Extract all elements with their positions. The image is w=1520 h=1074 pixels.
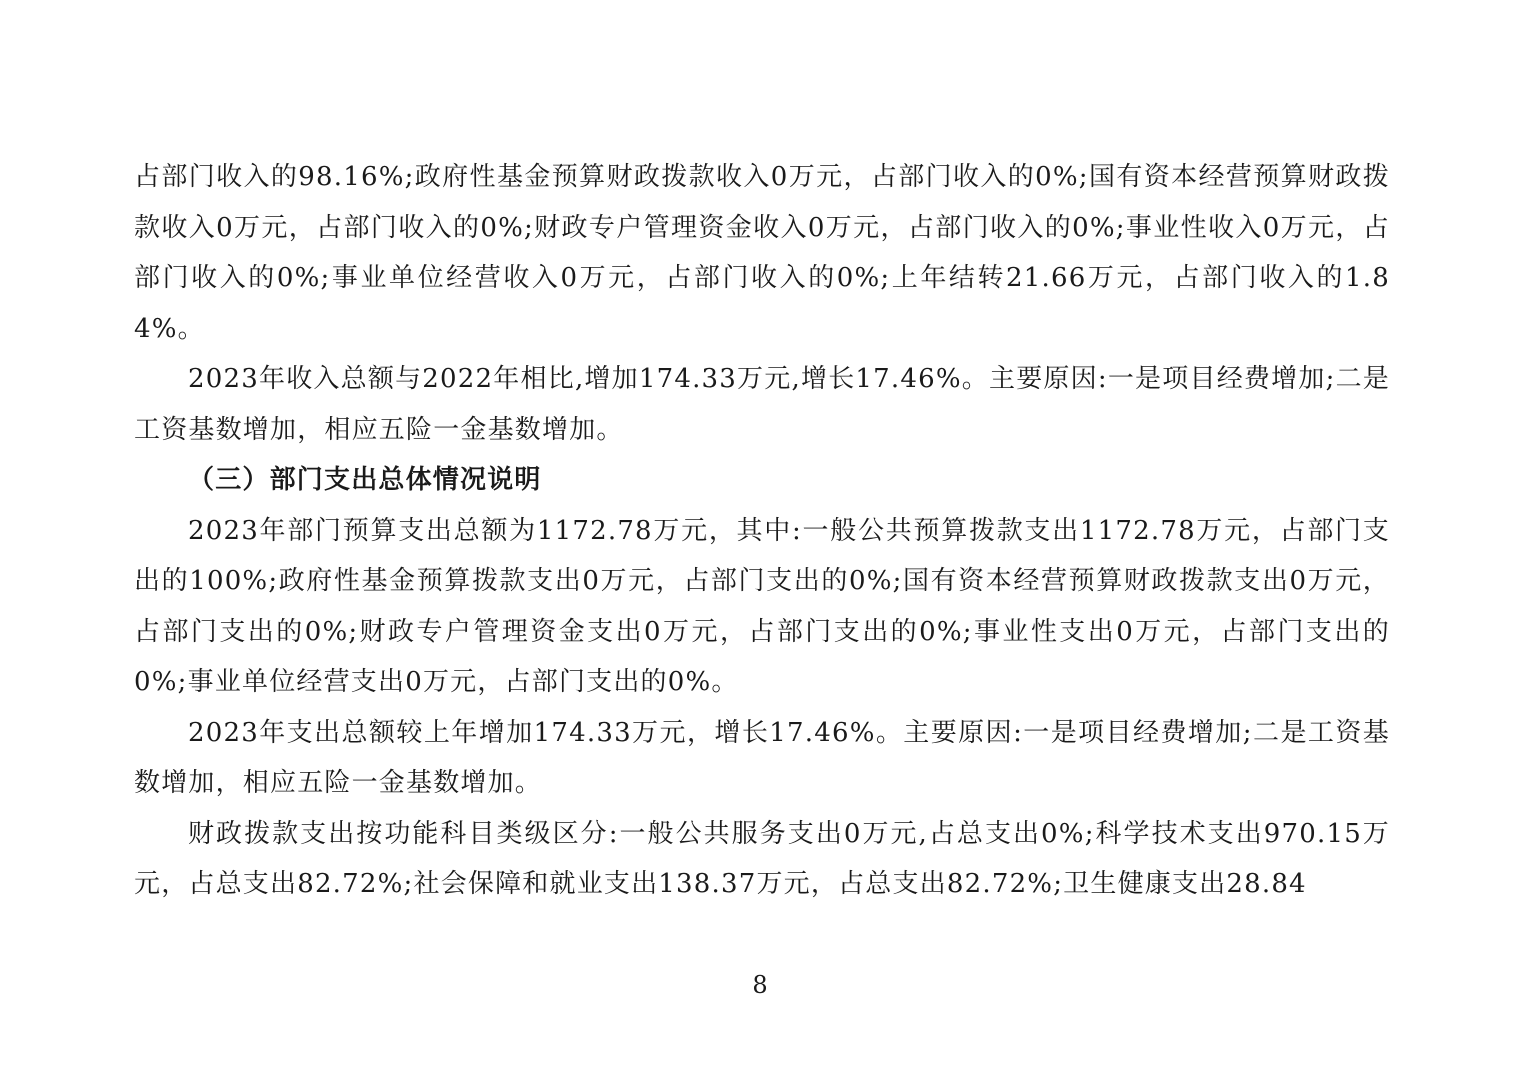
paragraph-expenditure-comparison: 2023年支出总额较上年增加174.33万元，增长17.46%。主要原因:一是项目经费增加;二是工资基数增加，相应五险一金基数增加。 bbox=[134, 717, 1390, 798]
document-body bbox=[134, 152, 1390, 910]
section-heading-expenditure: （三）部门支出总体情况说明 bbox=[188, 465, 542, 495]
paragraph-expenditure-by-function: 财政拨款支出按功能科目类级区分:一般公共服务支出0万元,占总支出0%;科学技术支出970.15万元，占总支出82.72%;社会保障和就业支出138.37万元，占总支出82.72%;卫生健康支出28.84 bbox=[134, 818, 1390, 899]
paragraph-income-comparison: 2023年收入总额与2022年相比,增加174.33万元,增长17.46%。主要原因:一是项目经费增加;二是工资基数增加，相应五险一金基数增加。 bbox=[134, 364, 1390, 445]
paragraph-income-breakdown: 占部门收入的98.16%;政府性基金预算财政拨款收入0万元，占部门收入的0%;国有资本经营预算财政拨款收入0万元，占部门收入的0%;财政专户管理资金收入0万元，占部门收入的0%;事业性收入0万元，占部门收入的0%;事业单位经营收入0万元，占部门收入的0%;上年结转21.66万元，占部门收入的1.84%。 bbox=[134, 162, 1390, 344]
paragraph-expenditure-total: 2023年部门预算支出总额为1172.78万元，其中:一般公共预算拨款支出1172.78万元，占部门支出的100%;政府性基金预算拨款支出0万元，占部门支出的0%;国有资本经营预算财政拨款支出0万元，占部门支出的0%;财政专户管理资金支出0万元，占部门支出的0%;事业性支出0万元，占部门支出的0%;事业单位经营支出0万元，占部门支出的0%。 bbox=[134, 515, 1390, 697]
page-number: 8 bbox=[752, 971, 768, 999]
